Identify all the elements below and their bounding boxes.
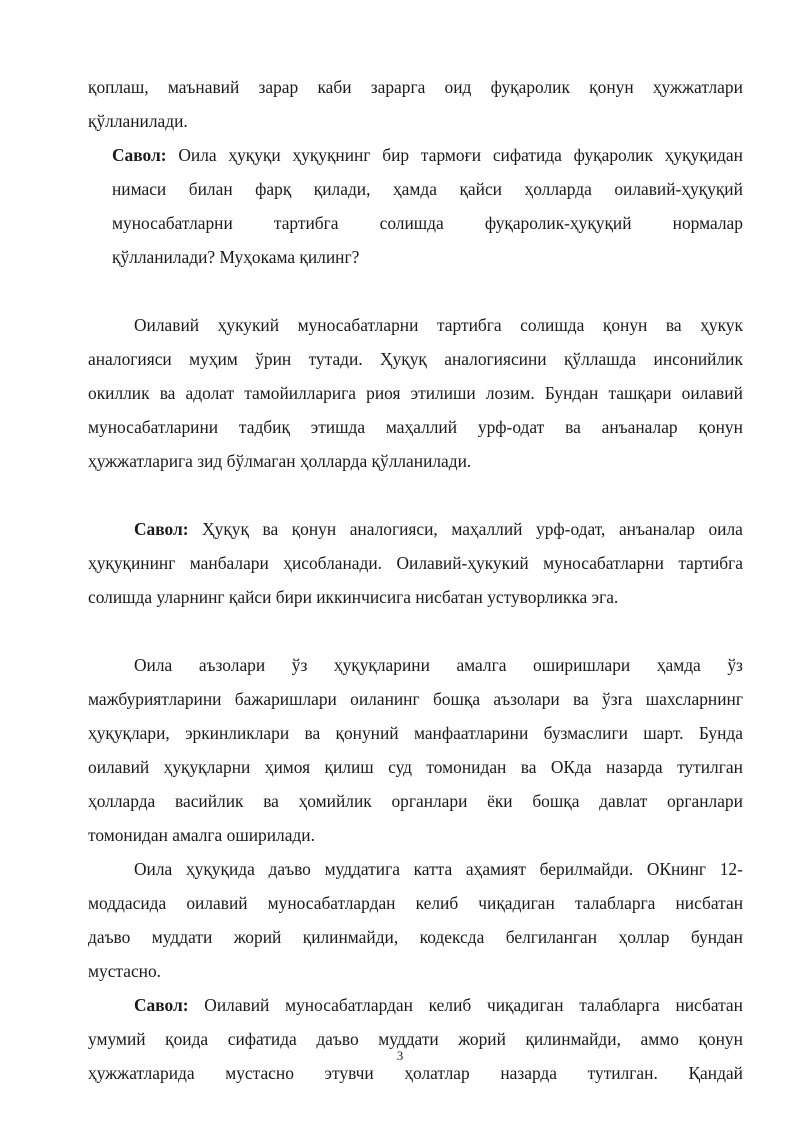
word: қонун	[698, 417, 743, 437]
word: ҳуқуқларни	[163, 757, 251, 777]
word: муносабатларни	[112, 213, 233, 233]
word: фуқаролик-ҳуқуқий	[484, 213, 632, 233]
word: билан	[188, 179, 233, 199]
paragraph-3	[88, 648, 743, 852]
word: маънавий	[167, 77, 240, 97]
word: зарар	[258, 77, 299, 97]
word: берилмайди.	[539, 859, 634, 879]
question-2	[88, 512, 743, 614]
word: нисбатан	[675, 995, 743, 1015]
word: оила	[708, 519, 743, 539]
word: оилавий-ҳуқуқий	[614, 179, 743, 199]
word: этувчи	[324, 1063, 374, 1083]
word: фарқ	[255, 179, 292, 199]
word: Оила	[178, 145, 217, 165]
word: солишда	[379, 213, 444, 233]
word: риоя	[366, 383, 401, 403]
word: қўллашда	[563, 349, 637, 369]
word: ҳукук	[700, 315, 743, 335]
word: назарда	[500, 1063, 557, 1083]
word: тартибга	[678, 553, 743, 573]
word: оилавий	[681, 383, 743, 403]
word: 12-	[719, 859, 743, 879]
word: ва	[520, 757, 537, 777]
word: қонун	[589, 77, 634, 97]
word: белгиланган	[505, 927, 598, 947]
word: ҳуқуқлари,	[88, 723, 170, 743]
word: нисбатан	[675, 893, 743, 913]
word: жорий	[458, 1029, 506, 1049]
word: муҳим	[189, 349, 238, 369]
word: анъаналар	[601, 417, 678, 437]
word: даъво	[268, 859, 311, 879]
text-line: ҳужжатларига зид бўлмаган ҳолларда қўлланилади.	[88, 451, 472, 471]
word: тармоғи	[420, 145, 482, 165]
word: бажаришлари	[234, 689, 337, 709]
word: ҳолатлар	[404, 1063, 470, 1083]
question-label: Савол:	[134, 519, 189, 539]
word: мажбуриятларини	[88, 689, 222, 709]
word: ва	[565, 417, 581, 437]
word: чиқадиган	[478, 893, 555, 913]
spacer	[88, 478, 743, 512]
word: Ҳуқуқ	[380, 349, 427, 369]
word: тартибга	[436, 315, 502, 335]
word: ўз	[291, 655, 308, 675]
word: фуқаролик	[490, 77, 570, 97]
word: умумий	[88, 1029, 146, 1049]
word: оиланинг	[350, 689, 420, 709]
word: қоплаш,	[88, 77, 149, 97]
word: аналогиясини	[444, 349, 547, 369]
word: муносабатларини	[88, 417, 219, 437]
word: Оилавий-ҳукукий	[396, 553, 529, 573]
word: сифатида	[227, 1029, 297, 1049]
text-line	[88, 750, 743, 784]
word: нормалар	[672, 213, 743, 233]
word: ва	[573, 689, 589, 709]
word: каби	[317, 77, 352, 97]
text-line	[88, 648, 743, 682]
word: муносабатлардан	[285, 995, 413, 1015]
document-page	[88, 70, 743, 1090]
word: ҳукукий	[217, 315, 280, 335]
word: фуқаролик	[573, 145, 653, 165]
word: ҳужжатларида	[88, 1063, 195, 1083]
word: бундан	[690, 927, 743, 947]
word: зарарга	[370, 77, 426, 97]
word: этилиши	[410, 383, 476, 403]
word: даъво	[316, 1029, 359, 1049]
word: муносабатларни	[297, 315, 419, 335]
word: лозим.	[485, 383, 535, 403]
word: ҳуқуқи	[228, 145, 281, 165]
word: нимаси	[112, 179, 167, 199]
word: маҳаллий	[385, 417, 458, 437]
word: Оилавий	[204, 995, 270, 1015]
text-line	[88, 886, 743, 920]
word: оилавий	[186, 893, 248, 913]
word: қонун	[602, 315, 648, 335]
word: шарт.	[643, 723, 684, 743]
word: муносабатлардан	[267, 893, 396, 913]
word: ҳолларда	[524, 179, 592, 199]
text-line	[88, 138, 743, 172]
paragraph-2	[88, 308, 743, 478]
word: ўрин	[255, 349, 292, 369]
word: манбалари	[189, 553, 269, 573]
text-line	[88, 172, 743, 206]
text-line	[88, 716, 743, 750]
word: Оила	[134, 655, 173, 675]
word: талабларга	[579, 995, 660, 1015]
word: органлари	[666, 791, 743, 811]
word: Оилавий	[134, 315, 200, 335]
word: мустасно	[225, 1063, 294, 1083]
word: тутади.	[308, 349, 363, 369]
text-line	[88, 784, 743, 818]
word: окиллик	[88, 383, 150, 403]
word: бир	[382, 145, 410, 165]
word: чиқадиган	[486, 995, 564, 1015]
word: васийлик	[175, 791, 244, 811]
text-line: қўлланилади? Муҳокама қилинг?	[112, 247, 360, 267]
word: катта	[413, 859, 453, 879]
word: келиб	[415, 893, 459, 913]
word: ва	[304, 723, 321, 743]
word: келиб	[428, 995, 472, 1015]
word: тадбиқ	[238, 417, 290, 437]
word: ўзга	[602, 689, 633, 709]
text-line	[88, 546, 743, 580]
word: эркинликлари	[185, 723, 290, 743]
word: қонун	[291, 519, 337, 539]
text-line	[88, 342, 743, 376]
word: аҳамият	[465, 859, 526, 879]
word: ҳуқуқнинг	[292, 145, 371, 165]
word: ўз	[727, 655, 743, 675]
word: даъво	[88, 927, 131, 947]
word: кодексда	[419, 927, 485, 947]
word: бошқа	[432, 689, 481, 709]
word: Ҳуқуқ	[202, 519, 249, 539]
word: шахсларнинг	[645, 689, 743, 709]
word: муддатига	[324, 859, 400, 879]
text-line	[88, 70, 743, 104]
word: ҳолларда	[88, 791, 156, 811]
word: Оила	[134, 859, 173, 879]
paragraph-1	[88, 70, 743, 138]
word: қилинмайди,	[302, 927, 399, 947]
word: ёки	[487, 791, 513, 811]
word: маҳаллий	[451, 519, 523, 539]
question-label: Савол:	[134, 995, 189, 1015]
word: амалга	[456, 655, 507, 675]
word: этишда	[310, 417, 366, 437]
word: ҳужжатлари	[652, 77, 743, 97]
paragraph-4	[88, 852, 743, 988]
word: оилавий	[88, 757, 150, 777]
word: ҳисобланади.	[283, 553, 383, 573]
word: аъзолари	[198, 655, 266, 675]
word: тамойилларига	[244, 383, 357, 403]
word: солишда	[520, 315, 585, 335]
word: ОКнинг	[646, 859, 707, 879]
word: ташқари	[608, 383, 672, 403]
word: аъзолари	[493, 689, 560, 709]
text-line	[88, 852, 743, 886]
word: муддати	[378, 1029, 439, 1049]
page-number: 3	[396, 1048, 404, 1063]
question-label: Савол:	[112, 145, 167, 165]
word: ҳомийлик	[298, 791, 372, 811]
word: муносабатларни	[543, 553, 664, 573]
word: қилади,	[313, 179, 371, 199]
word: бошқа	[532, 791, 580, 811]
word: оширишлари	[533, 655, 631, 675]
text-line	[88, 920, 743, 954]
word: қилинмайди,	[525, 1029, 621, 1049]
word: талабларга	[574, 893, 656, 913]
word: ҳуқуқининг	[88, 553, 176, 573]
word: томонидан	[426, 757, 507, 777]
word: моддасида	[88, 893, 167, 913]
word: ва	[159, 383, 176, 403]
word: жорий	[233, 927, 282, 947]
word: Бунда	[698, 723, 743, 743]
word: ҳоллар	[618, 927, 670, 947]
word: ва	[263, 791, 279, 811]
word: ва	[262, 519, 279, 539]
word: Қандай	[688, 1063, 743, 1083]
word: қайси	[459, 179, 502, 199]
word: аммо	[640, 1029, 679, 1049]
word: урф-одат,	[536, 519, 606, 539]
word: қонуний	[335, 723, 399, 743]
question-3	[88, 988, 743, 1090]
word: бузмаслиги	[543, 723, 628, 743]
word: ҳуқуқидан	[664, 145, 743, 165]
word: суд	[388, 757, 413, 777]
spacer	[88, 274, 743, 308]
word: қилиш	[324, 757, 374, 777]
text-line	[88, 376, 743, 410]
word: урф-одат	[477, 417, 545, 437]
word: ҳамда	[656, 655, 701, 675]
word: анъаналар	[618, 519, 695, 539]
word: адолат	[185, 383, 235, 403]
word: оид	[444, 77, 472, 97]
word: қонун	[698, 1029, 743, 1049]
word: аналогияси	[88, 349, 172, 369]
word: тартибга	[273, 213, 339, 233]
word: назарда	[606, 757, 663, 777]
text-line	[88, 206, 743, 240]
text-line	[88, 988, 743, 1022]
text-line	[88, 682, 743, 716]
word: аналогияси,	[349, 519, 438, 539]
text-line: мустасно.	[88, 961, 162, 981]
word: манфаатларини	[413, 723, 529, 743]
text-line: қўлланилади.	[88, 111, 188, 131]
word: давлат	[599, 791, 648, 811]
word: ҳуқуқида	[185, 859, 255, 879]
word: тутилган	[677, 757, 743, 777]
word: муддати	[151, 927, 213, 947]
text-line: солишда уларнинг қайси бири иккинчисига нисбатан устуворликка эга.	[88, 587, 619, 607]
spacer	[88, 614, 743, 648]
text-line	[88, 410, 743, 444]
word: Бундан	[544, 383, 599, 403]
text-line: томонидан амалга оширилади.	[88, 825, 315, 845]
word: сифатида	[492, 145, 562, 165]
word: ҳимоя	[264, 757, 311, 777]
word: ОКда	[550, 757, 592, 777]
word: органлари	[391, 791, 468, 811]
text-line	[88, 308, 743, 342]
question-1	[88, 138, 743, 274]
word: тутилган.	[587, 1063, 658, 1083]
word: ҳамда	[392, 179, 437, 199]
word: қоида	[165, 1029, 209, 1049]
word: ва	[665, 315, 682, 335]
word: инсонийлик	[653, 349, 743, 369]
word: ҳуқуқларини	[333, 655, 430, 675]
text-line	[88, 512, 743, 546]
